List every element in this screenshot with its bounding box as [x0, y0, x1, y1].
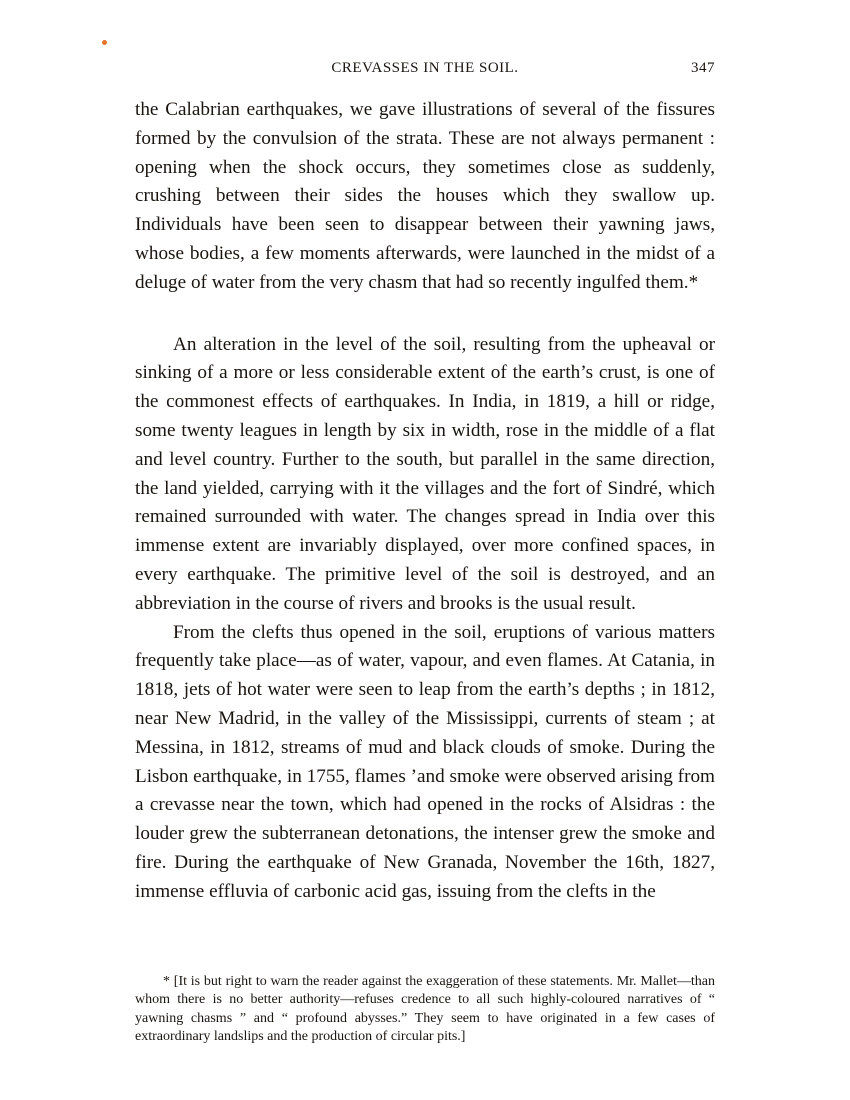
section-gap: [135, 298, 715, 331]
footnote: [135, 973, 715, 1046]
paragraph-soil-level: An alteration in the level of the soil, resulting from the upheaval or sinking of a more or less considerable extent of the earth’s crust, is one of the commonest effects of earthquakes. In India, in 1819, a hill or ridge, some twenty leagues in length by six in width, rose in the middle of a flat and level country. Further to the south, but parallel in the same direction, the land yielded, carrying with it the villages and the fort of Sindré, which remained surrounded with water. The changes spread in India over this immense extent are invariably displayed, over more confined spaces, in every earthquake. The primitive level of the soil is destroyed, and an abbreviation in the course of rivers and brooks is the usual result.: [135, 333, 715, 614]
paragraph-continued: the Calabrian earthquakes, we gave illustrations of several of the fissures formed by the convulsion of the strata. These are not always permanent : opening when the shock occurs, they sometimes close as suddenly, crushing between their sides the houses which they swallow up. Individuals have been seen to disappear between their yawning jaws, whose bodies, a few moments afterwards, were launched in the midst of a deluge of water from the very chasm that had so recently ingulfed them.*: [135, 99, 715, 293]
chapter-title: CREVASSES IN THE SOIL.: [331, 60, 519, 76]
ink-mark: [102, 40, 107, 45]
running-head: [135, 60, 715, 84]
body-text: [135, 96, 715, 907]
footnote-text: * [It is but right to warn the reader against the exaggeration of these statements. Mr. Mallet—than whom there is no better authority—refuses credence to all such highly-coloured narratives of “ yawning chasms ” and “ profound abysses.” They seem to have originated in a few cases of extraordinary landslips and the production of circular pits.]: [135, 974, 715, 1044]
page-number: 347: [691, 60, 715, 76]
paragraph-eruptions: From the clefts thus opened in the soil, eruptions of various matters frequently take place—as of water, vapour, and even flames. At Catania, in 1818, jets of hot water were seen to leap from the earth’s depths ; in 1812, near New Madrid, in the valley of the Mississippi, currents of steam ; at Messina, in 1812, streams of mud and black clouds of smoke. During the Lisbon earthquake, in 1755, flames ’and smoke were observed arising from a crevasse near the town, which had opened in the rocks of Alsidras : the louder grew the subterranean detonations, the intenser grew the smoke and fire. During the earthquake of New Granada, November the 16th, 1827, immense effluvia of carbonic acid gas, issuing from the clefts in the: [135, 621, 715, 902]
